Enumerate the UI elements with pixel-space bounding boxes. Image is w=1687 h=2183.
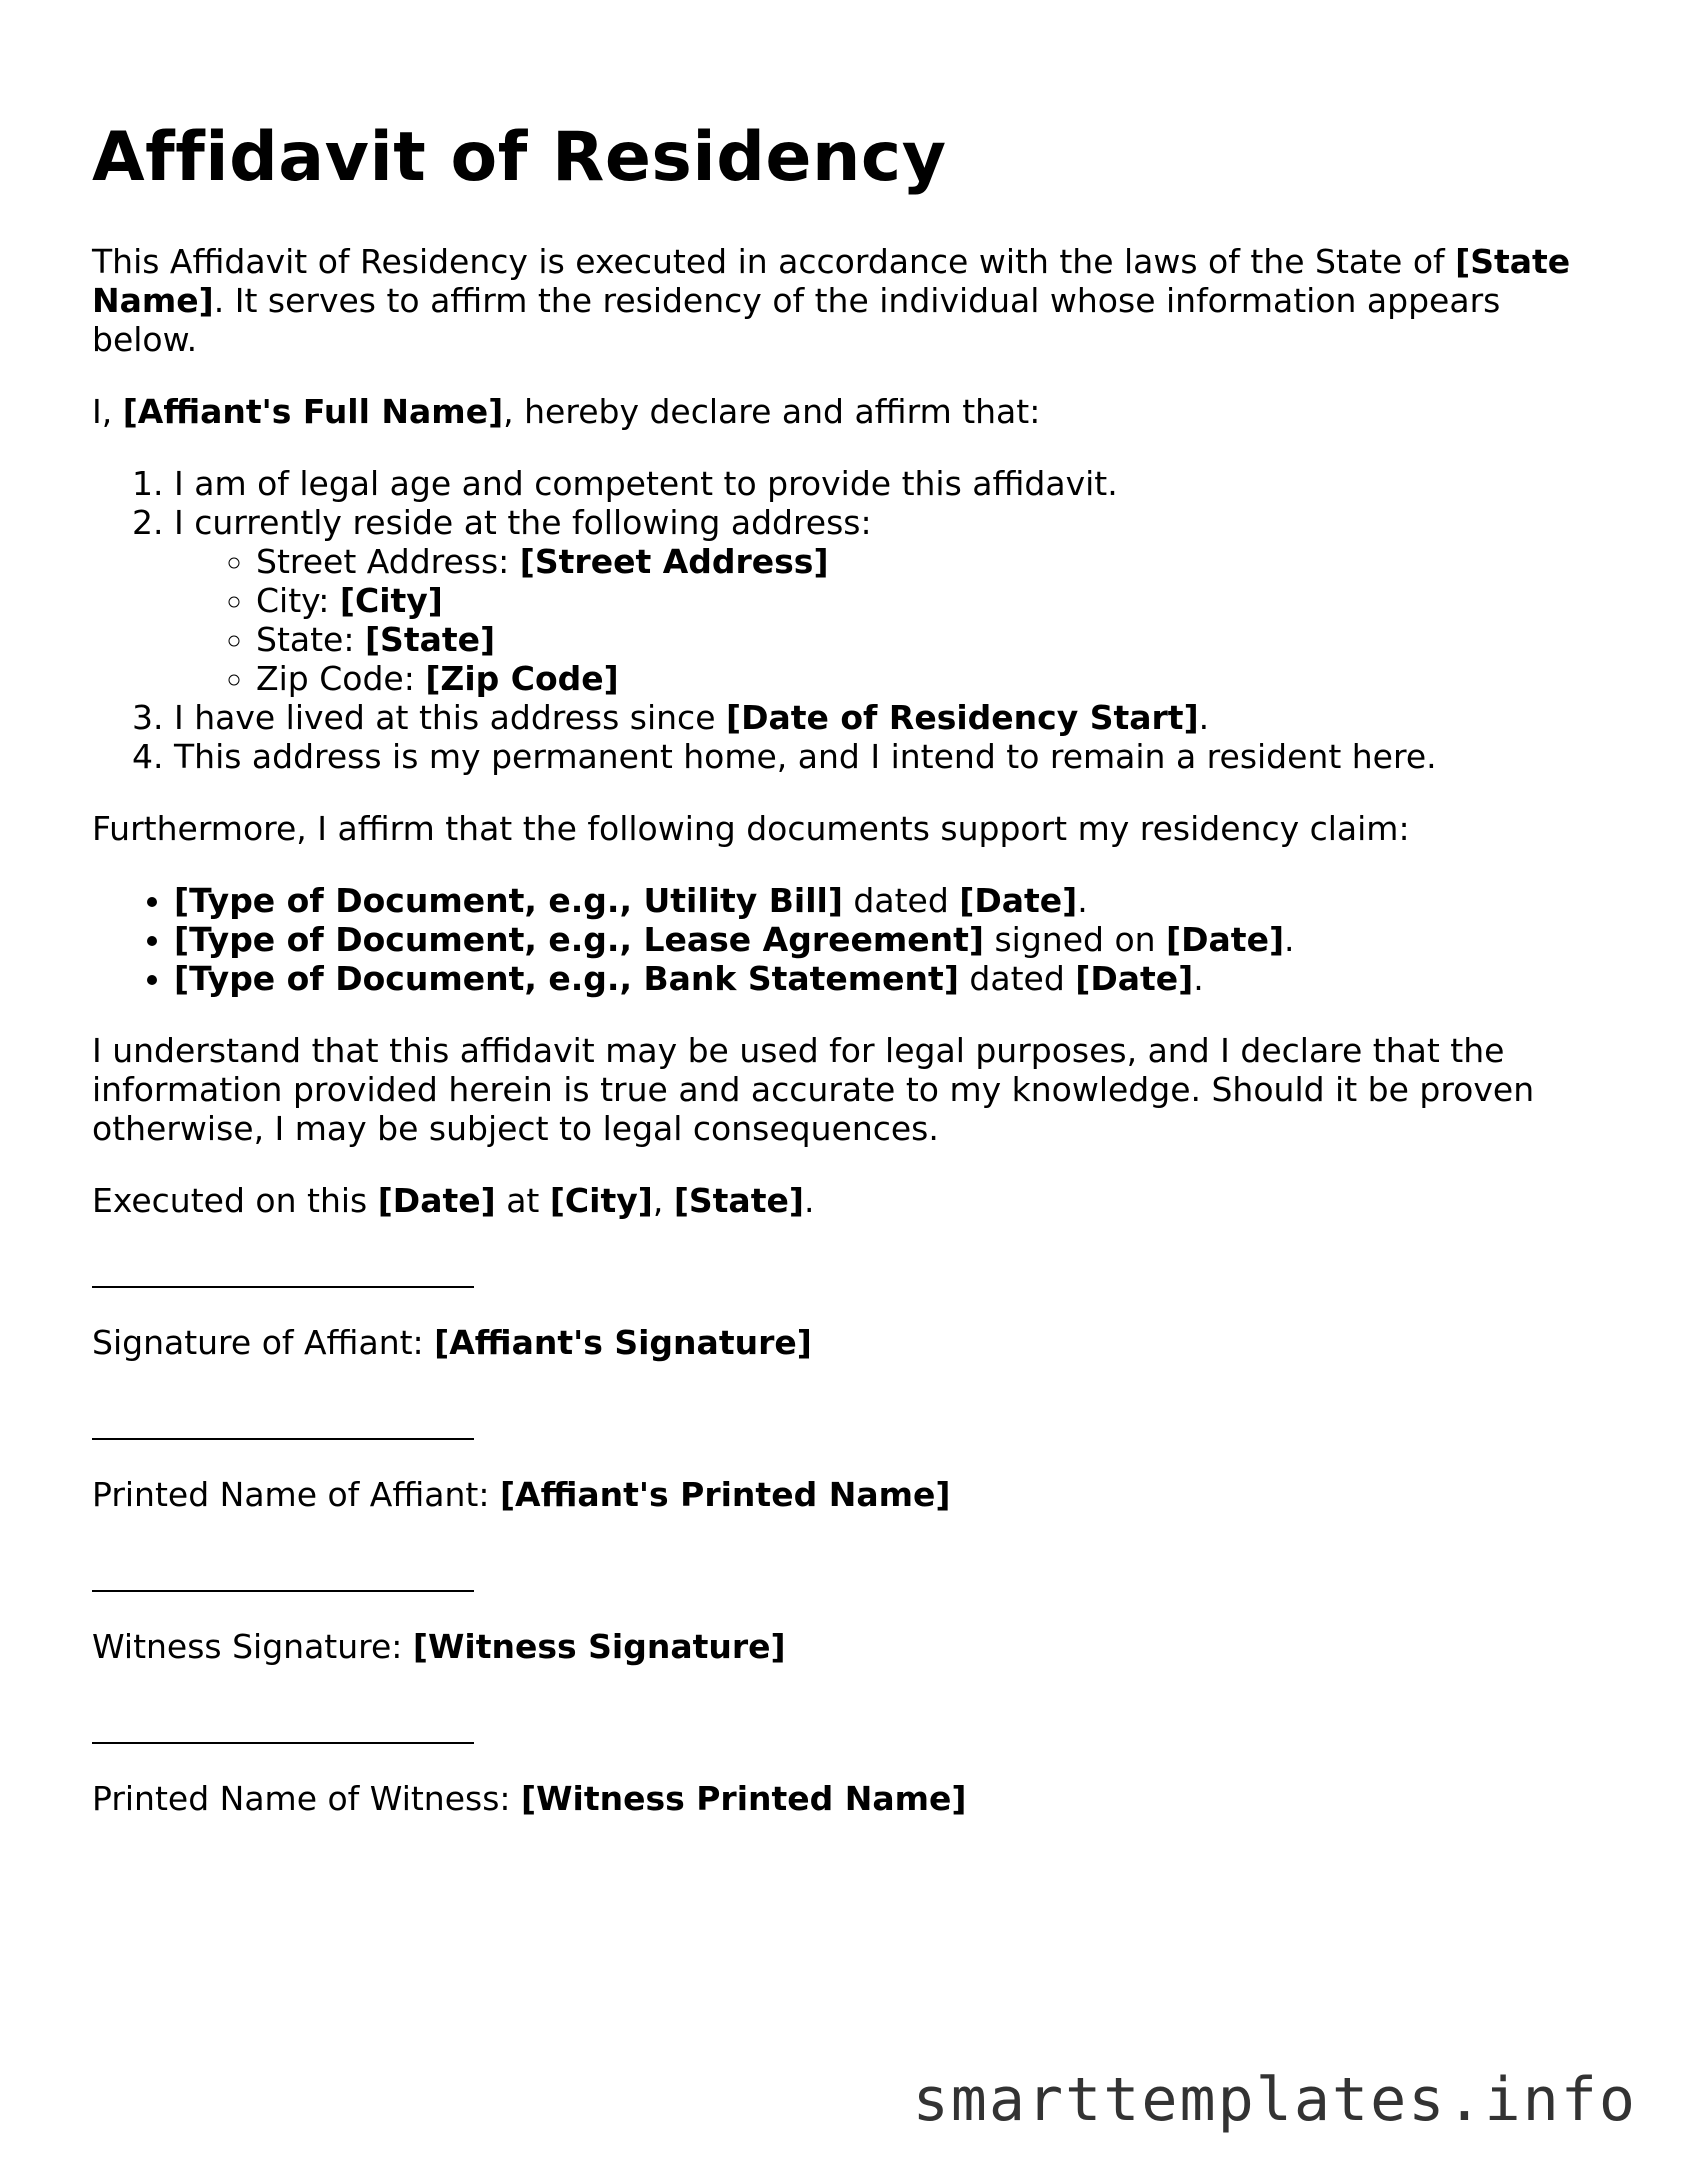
signature-line (92, 1718, 474, 1744)
state-name-placeholder: [State Name] (92, 242, 1571, 320)
list-item: 1. I am of legal age and competent to provide this affidavit. (174, 464, 1592, 503)
intro-paragraph: This Affidavit of Residency is executed in accordance with the laws of the State of [State Name]. It serves to affirm the residency of the individual whose information appears below. (92, 242, 1571, 359)
document-page (92, 0, 1592, 1818)
understand-paragraph: I understand that this affidavit may be used for legal purposes, and I declare that the information provided herein is true and accurate to my knowledge. Should it be proven otherwise, I may be subject to legal consequences. (92, 1031, 1535, 1148)
signature-line (92, 1566, 474, 1592)
list-item: ◦ State: [State] (256, 620, 1592, 659)
list-item: • [Type of Document, e.g., Bank Statement] dated [Date]. (174, 959, 1592, 998)
watermark: smarttemplates.info (912, 2065, 1637, 2135)
furthermore-paragraph: Furthermore, I affirm that the following documents support my residency claim: (92, 809, 1410, 848)
witness-signature-label: Witness Signature: [Witness Signature] (92, 1627, 786, 1666)
list-item: • [Type of Document, e.g., Utility Bill] dated [Date]. (174, 881, 1592, 920)
declaration-paragraph: I, [Affiant's Full Name], hereby declare and affirm that: (92, 392, 1041, 431)
executed-paragraph: Executed on this [Date] at [City], [State]. (92, 1181, 815, 1220)
list-item: ◦ Zip Code: [Zip Code] (256, 659, 1592, 698)
signature-line (92, 1414, 474, 1440)
address-list (174, 542, 1592, 698)
list-item: ◦ City: [City] (256, 581, 1592, 620)
affiant-printed-name-label: Printed Name of Affiant: [Affiant's Printed Name] (92, 1475, 951, 1514)
list-item: 3. I have lived at this address since [Date of Residency Start]. (174, 698, 1592, 737)
list-item: • [Type of Document, e.g., Lease Agreement] signed on [Date]. (174, 920, 1592, 959)
document-title: Affidavit of Residency (92, 118, 947, 197)
list-item: ◦ Street Address: [Street Address] (256, 542, 1592, 581)
signature-line (92, 1262, 474, 1288)
documents-list (92, 881, 1592, 998)
affiant-signature-label: Signature of Affiant: [Affiant's Signature] (92, 1323, 812, 1362)
list-item: 4. This address is my permanent home, and I intend to remain a resident here. (174, 737, 1592, 776)
affiant-name-placeholder: [Affiant's Full Name] (122, 392, 504, 431)
statements-list (92, 464, 1592, 776)
witness-printed-name-label: Printed Name of Witness: [Witness Printed Name] (92, 1779, 967, 1818)
list-item: 2. I currently reside at the following address: ◦ Street Address: [Street Address] ◦ City: [City] ◦ State: [State] ◦ Zip Code: [Zip Code] (174, 503, 1592, 698)
